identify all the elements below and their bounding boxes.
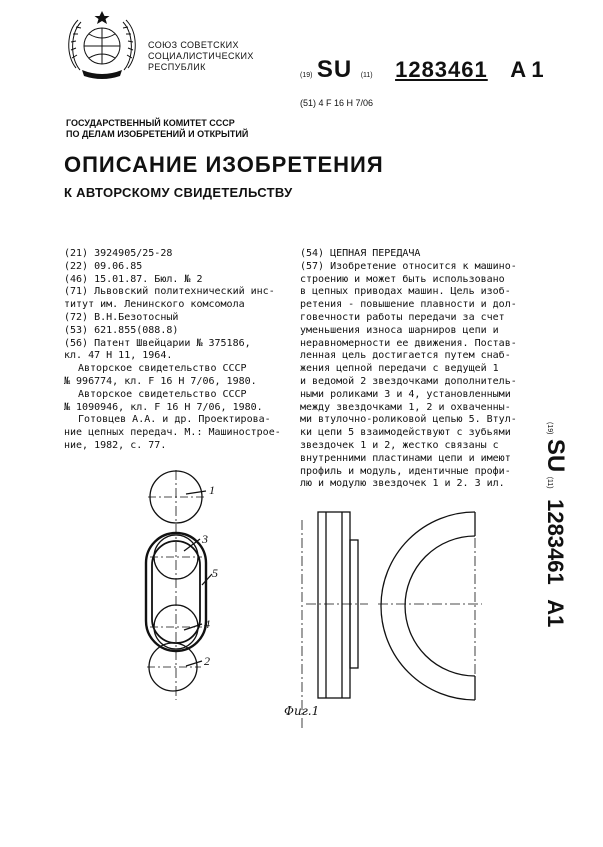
biblio-line: Готовцев А.А. и др. Проектирова- <box>78 414 271 426</box>
biblio-line: кл. 47 Н 11, 1964. <box>64 350 173 362</box>
vertical-patent-number <box>535 422 575 672</box>
union-name <box>148 40 254 73</box>
abstract-line: ретения - повышение плавности и дол- <box>300 299 517 311</box>
side-country: SU <box>542 438 569 473</box>
patent-number: 1283461 <box>395 57 488 82</box>
abstract-line: внутренними пластинами цепи и имеют <box>300 452 511 464</box>
abstract-line: ленная цель достигается путем снаб- <box>300 350 511 362</box>
figure-caption: Фиг.1 <box>284 704 320 718</box>
abstract-line: лю и модулю звездочек 1 и 2. 3 ил. <box>300 478 505 490</box>
biblio-line: (46) 15.01.87. Бюл. № 2 <box>64 273 203 285</box>
patent-number-block <box>300 56 544 84</box>
abstract-line: в цепных приводах машин. Цель изоб- <box>300 286 511 298</box>
biblio-line: (71) Львовский политехнический инс- <box>64 286 275 298</box>
sprocket-driven <box>149 643 197 691</box>
ring-outer-arc <box>381 512 475 700</box>
bibliographic-data <box>64 248 292 453</box>
committee-line: ПО ДЕЛАМ ИЗОБРЕТЕНИЙ И ОТКРЫТИЙ <box>66 129 249 139</box>
label-3: 3 <box>202 532 208 546</box>
document-title: ОПИСАНИЕ ИЗОБРЕТЕНИЯ <box>64 152 384 177</box>
biblio-line: (22) 09.06.85 <box>64 260 143 272</box>
roller-upper <box>154 535 198 579</box>
sprocket-driving <box>150 471 202 523</box>
abstract-line: ми втулочно-роликовой цепью 5. Втул- <box>300 414 517 426</box>
code-19: (19) <box>300 72 313 79</box>
roller-chain <box>146 533 206 651</box>
abstract-line: между звездочками 1, 2 и охваченны- <box>300 401 511 413</box>
abstract-line: говечности работы передачи за счет <box>300 311 505 323</box>
side-code-11: (11) <box>546 476 553 489</box>
ring-inner-arc <box>405 536 475 676</box>
biblio-line: (72) В.Н.Безотосный <box>64 311 179 323</box>
committee-name <box>66 118 248 140</box>
biblio-line: (53) 621.855(088.8) <box>64 324 179 336</box>
biblio-line: (21) 3924905/25-28 <box>64 248 173 259</box>
committee-line: ГОСУДАРСТВЕННЫЙ КОМИТЕТ СССР <box>66 118 235 128</box>
biblio-line: № 996774, кл. F 16 H 7/06, 1980. <box>64 375 257 387</box>
biblio-line: Авторское свидетельство СССР <box>78 363 247 375</box>
biblio-line: № 1090946, кл. F 16 H 7/06, 1980. <box>64 401 263 413</box>
abstract-line: (57) Изобретение относится к машино- <box>300 260 517 272</box>
abstract-line: неравномерности ее движения. Постав- <box>300 337 517 349</box>
abstract-line: уменьшения износа шарниров цепи и <box>300 324 499 336</box>
kind-code: A 1 <box>510 57 544 82</box>
label-5: 5 <box>212 566 218 580</box>
label-1: 1 <box>209 483 215 497</box>
label-4: 4 <box>204 617 210 631</box>
side-kind: A1 <box>543 599 568 628</box>
ipc-code: (51) 4 <box>300 98 324 108</box>
abstract-line: и ведомой 2 звездочками дополнитель- <box>300 375 517 387</box>
abstract-line: ки цепи 5 взаимодействуют с зубьями <box>300 427 511 439</box>
abstract-line: ными роликами 3 и 4, установленными <box>300 388 511 400</box>
side-code-19: (19) <box>546 422 553 435</box>
code-11: (11) <box>360 72 373 79</box>
union-line: СОЮЗ СОВЕТСКИХ <box>148 40 239 50</box>
abstract-line: профиль и модуль, идентичные профи- <box>300 465 511 477</box>
ipc-classification <box>300 98 373 108</box>
abstract-heading: (54) ЦЕПНАЯ ПЕРЕДАЧА <box>300 248 421 259</box>
roller-lower <box>154 605 198 649</box>
state-emblem-icon <box>62 8 142 80</box>
biblio-line: (56) Патент Швейцарии № 375186, <box>64 337 251 349</box>
biblio-line: титут им. Ленинского комсомола <box>64 299 245 311</box>
union-line: СОЦИАЛИСТИЧЕСКИХ <box>148 51 254 61</box>
biblio-line: Авторское свидетельство СССР <box>78 388 247 400</box>
ipc-value: F 16 H 7/06 <box>326 98 374 108</box>
abstract-line: строению и может быть использовано <box>300 273 505 285</box>
shaft-side-view <box>318 512 350 698</box>
union-line: РЕСПУБЛИК <box>148 62 206 72</box>
side-number: 1283461 <box>543 499 568 585</box>
biblio-line: ние цепных передач. М.: Машинострое- <box>64 427 281 439</box>
country-code: SU <box>316 56 353 83</box>
biblio-line: ние, 1982, с. 77. <box>64 439 167 451</box>
label-2: 2 <box>204 654 210 668</box>
abstract <box>300 248 528 491</box>
abstract-line: звездочек 1 и 2, жестко связаны с <box>300 439 499 451</box>
abstract-line: жения цепной передачи с ведущей 1 <box>300 363 499 375</box>
document-subtitle: К АВТОРСКОМУ СВИДЕТЕЛЬСТВУ <box>64 185 293 200</box>
